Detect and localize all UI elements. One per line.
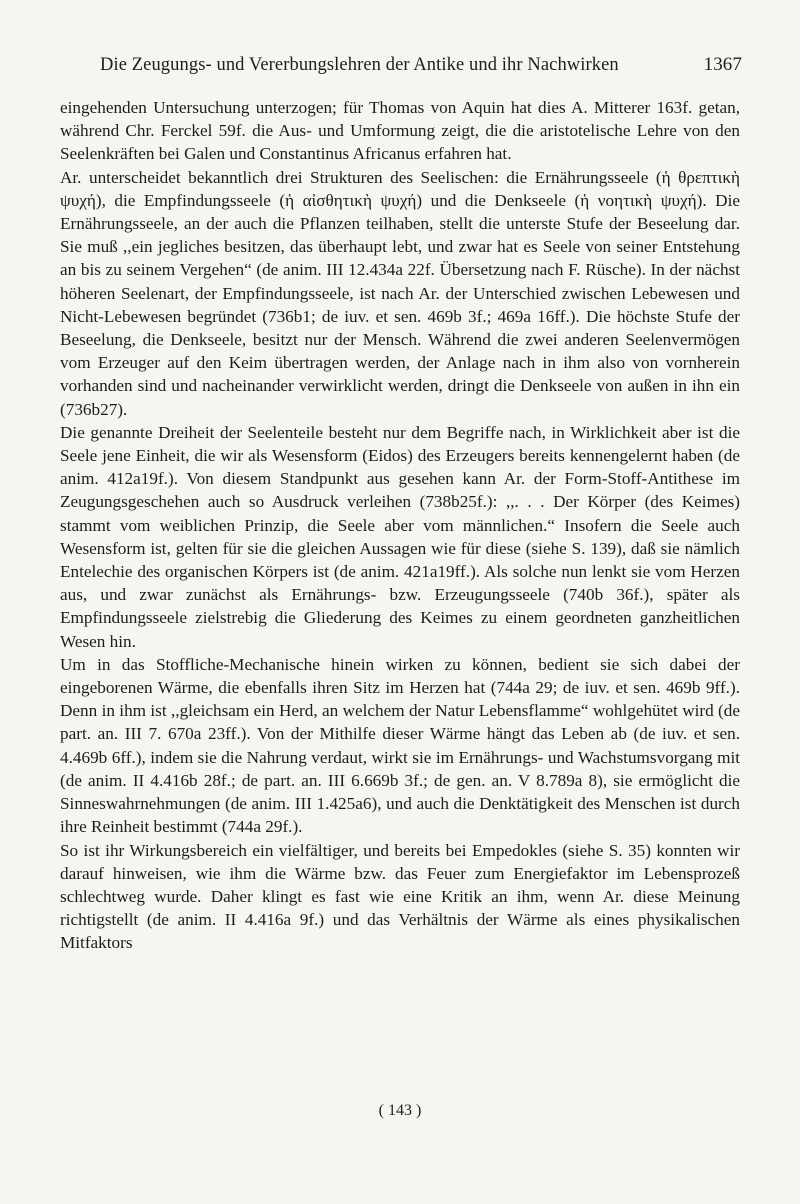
paragraph: So ist ihr Wirkungsbereich ein vielfältiger, und bereits bei Empedokles (siehe S. 35) konnten wir darauf hinweisen, wie ihm die Wärme bzw. das Feuer zum Energiefaktor im Lebensprozeß schlechtweg wurde. Daher klingt es fast wie eine Kritik an ihm, wenn Ar. diese Meinung richtigstellt (de anim. II 4.416a 9f.) und das Verhältnis der Wärme als eines physikalischen Mitfaktors — [60, 840, 740, 953]
body-text — [60, 96, 740, 955]
paragraph: Die genannte Dreiheit der Seelenteile besteht nur dem Begriffe nach, in Wirklichkeit aber ist die Seele jene Einheit, die wir als Wesensform (Eidos) des Erzeugers bereits kennengelernt haben (de anim. 412a19f.). Von diesem Standpunkt aus gesehen kann Ar. der Form-Stoff-Antithese im Zeugungsgeschehen auch so Ausdruck verleihen (738b25f.): ,,. . . Der Körper (des Keimes) stammt vom weiblichen Prinzip, die Seele aber vom männlichen.“ Insofern die Seele auch Wesensform ist, gelten für sie die gleichen Aussagen wie für diese (siehe S. 139), daß sie nämlich Entelechie des organischen Körpers ist (de anim. 421a19ff.). Als solche nun lenkt sie vom Herzen aus, und zwar zunächst als Ernährungs- bzw. Erzeugungsseele (740b 36f.), später als Empfindungsseele zielstrebig die Gliederung des Keimes zu einem geordneten ganzheitlichen Wesen hin. — [60, 422, 740, 651]
paragraph: Ar. unterscheidet bekanntlich drei Strukturen des Seelischen: die Ernährungsseele (ἡ θρεπτικὴ ψυχή), die Empfindungsseele (ἡ αἰσθητικὴ ψυχή) und die Denkseele (ἡ νοητικὴ ψυχή). Die Ernährungsseele, an der auch die Pflanzen teilhaben, stellt die unterste Stufe der Beseelung dar. Sie muß ,,ein jegliches besitzen, das überhaupt lebt, und zwar hat es Seele von seiner Entstehung an bis zu seinem Vergehen“ (de anim. III 12.434a 22f. Übersetzung nach F. Rüsche). In der nächst höheren Seelenart, der Empfindungsseele, ist nach Ar. der Unterschied zwischen Lebewesen und Nicht-Lebewesen begründet (736b1; de iuv. et sen. 469b 3f.; 469a 16ff.). Die höchste Stufe der Beseelung, die Denkseele, besitzt nur der Mensch. Während die zwei anderen Seelenvermögen vom Erzeuger auf den Keim übertragen werden, der Anlage nach in ihm also von vornherein vorhanden sind und nacheinander verwirklicht werden, dringt die Denkseele von außen in ihn ein (736b27). — [60, 167, 740, 419]
paragraph: eingehenden Untersuchung unterzogen; für Thomas von Aquin hat dies A. Mitterer 163f. getan, während Chr. Ferckel 59f. die Aus- und Umformung zeigt, die die aristotelische Lehre von den Seelenkräften bei Galen und Constantinus Africanus erfahren hat. — [60, 98, 740, 164]
paragraph: Um in das Stoffliche-Mechanische hinein wirken zu können, bedient sie sich dabei der eingeborenen Wärme, die ebenfalls ihren Sitz im Herzen hat (744a 29; de iuv. et sen. 469b 9ff.). Denn in ihm ist ,,gleichsam ein Herd, an welchem der Natur Lebensflamme“ wohlgehütet wird (de part. an. III 7. 670a 23ff.). Von der Mithilfe dieser Wärme hängt das Leben ab (de iuv. et sen. 4.469b 6ff.), indem sie die Nahrung verdaut, wirkt sie im Ernährungs- und Wachstumsvorgang mit (de anim. II 4.416b 28f.; de part. an. III 6.669b 3f.; de gen. an. V 8.789a 8), sie ermöglicht die Sinneswahrnehmungen (de anim. III 1.425a6), und auch die Denktätigkeit des Menschen ist durch ihre Reinheit bestimmt (744a 29f.). — [60, 654, 740, 837]
running-header — [100, 54, 742, 76]
running-header-title: Die Zeugungs- und Vererbungslehren der Antike und ihr Nachwirken — [100, 55, 619, 75]
page-footer-number: ( 143 ) — [378, 1102, 422, 1119]
column-number: 1367 — [703, 54, 742, 75]
